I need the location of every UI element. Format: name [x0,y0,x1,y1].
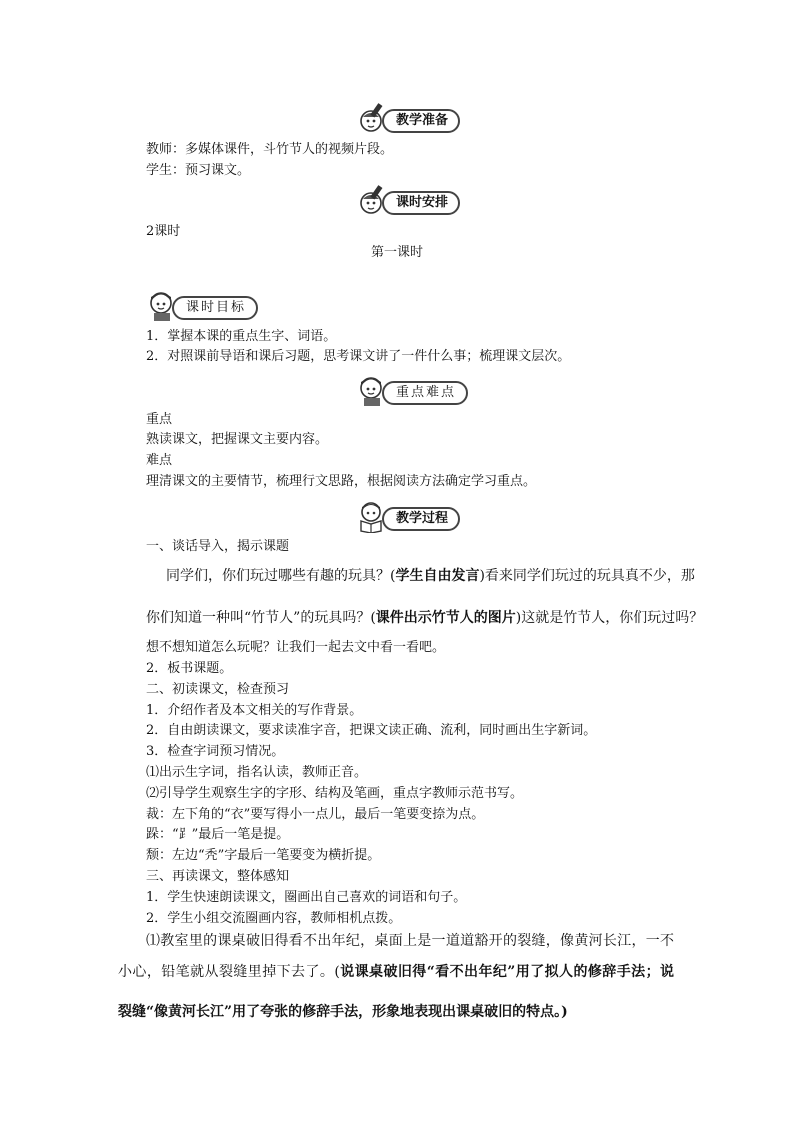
list-item: 1．学生快速朗读课文，圈画出自己喜欢的词语和句子。 [146,890,467,905]
paragraph-line: ⑴教室里的课桌破旧得看不出年纪，桌面上是一道道豁开的裂缝，像黄河长江，一不 [146,933,674,949]
difficulty-label: 难点 [146,453,173,468]
step-heading: 三、再读课文，整体感知 [146,869,290,884]
difficulty-text: 理清课文的主要情节，梳理行文思路，根据阅读方法确定学习重点。 [146,474,537,489]
list-item: 3．检查字词预习情况。 [146,744,285,759]
key-text: 熟读课文，把握课文主要内容。 [146,432,329,447]
step-heading: 一、谈话导入，揭示课题 [146,539,290,554]
list-item: ⑴出示生字词，指名认读，教师正音。 [146,765,368,780]
list-item: 2．自由朗读课文，要求读准字音，把课文读正确、流利，同时画出生字新词。 [146,723,597,738]
section-title: 重点难点 [382,381,468,405]
list-item: 跺：“⻊”最后一笔是提。 [146,827,290,842]
list-item: 2．学生小组交流圈画内容，教师相机点拨。 [146,911,402,926]
goal-item: 1．掌握本课的重点生字、词语。 [146,329,337,344]
section-title: 课时目标 [172,296,258,320]
step-heading: 二、初读课文，检查预习 [146,682,290,697]
paragraph-line: 想不想知道怎么玩呢？让我们一起去文中看一看吧。 [146,640,446,655]
prep-student: 学生：预习课文。 [146,163,251,178]
list-item: 裁：左下角的“衣”要写得小一点儿，最后一笔要变捺为点。 [146,807,485,822]
key-label: 重点 [146,412,173,427]
section-title: 教学准备 [382,109,460,133]
paragraph-line: 裂缝“像黄河长江”用了夸张的修辞手法，形象地表现出课桌破旧的特点。) [118,1004,568,1020]
paragraph-line: 小心，铅笔就从裂缝里掉下去了。(说课桌破旧得“看不出年纪”用了拟人的修辞手法；说 [118,964,674,980]
list-item: 1．介绍作者及本文相关的写作背景。 [146,703,363,718]
goal-item: 2．对照课前导语和课后习题，思考课文讲了一件什么事；梳理课文层次。 [146,349,571,364]
paragraph-line: 你们知道一种叫“竹节人”的玩具吗？(课件出示竹节人的图片)这就是竹节人，你们玩过吗？ [146,610,704,626]
section-title: 教学过程 [382,507,460,531]
lesson-heading: 第一课时 [370,245,423,260]
section-title: 课时安排 [382,191,460,215]
list-item: ⑵引导学生观察生字的字形、结构及笔画，重点字教师示范书写。 [146,786,524,801]
prep-teacher: 教师：多媒体课件，斗竹节人的视频片段。 [146,142,394,157]
paragraph-line: 同学们，你们玩过哪些有趣的玩具？(学生自由发言)看来同学们玩过的玩具真不少，那 [166,568,695,584]
list-item: 颓：左边“秃”字最后一笔要变为横折提。 [146,848,381,863]
list-item: 2．板书课题。 [146,661,233,676]
schedule-hours: 2课时 [146,224,181,239]
